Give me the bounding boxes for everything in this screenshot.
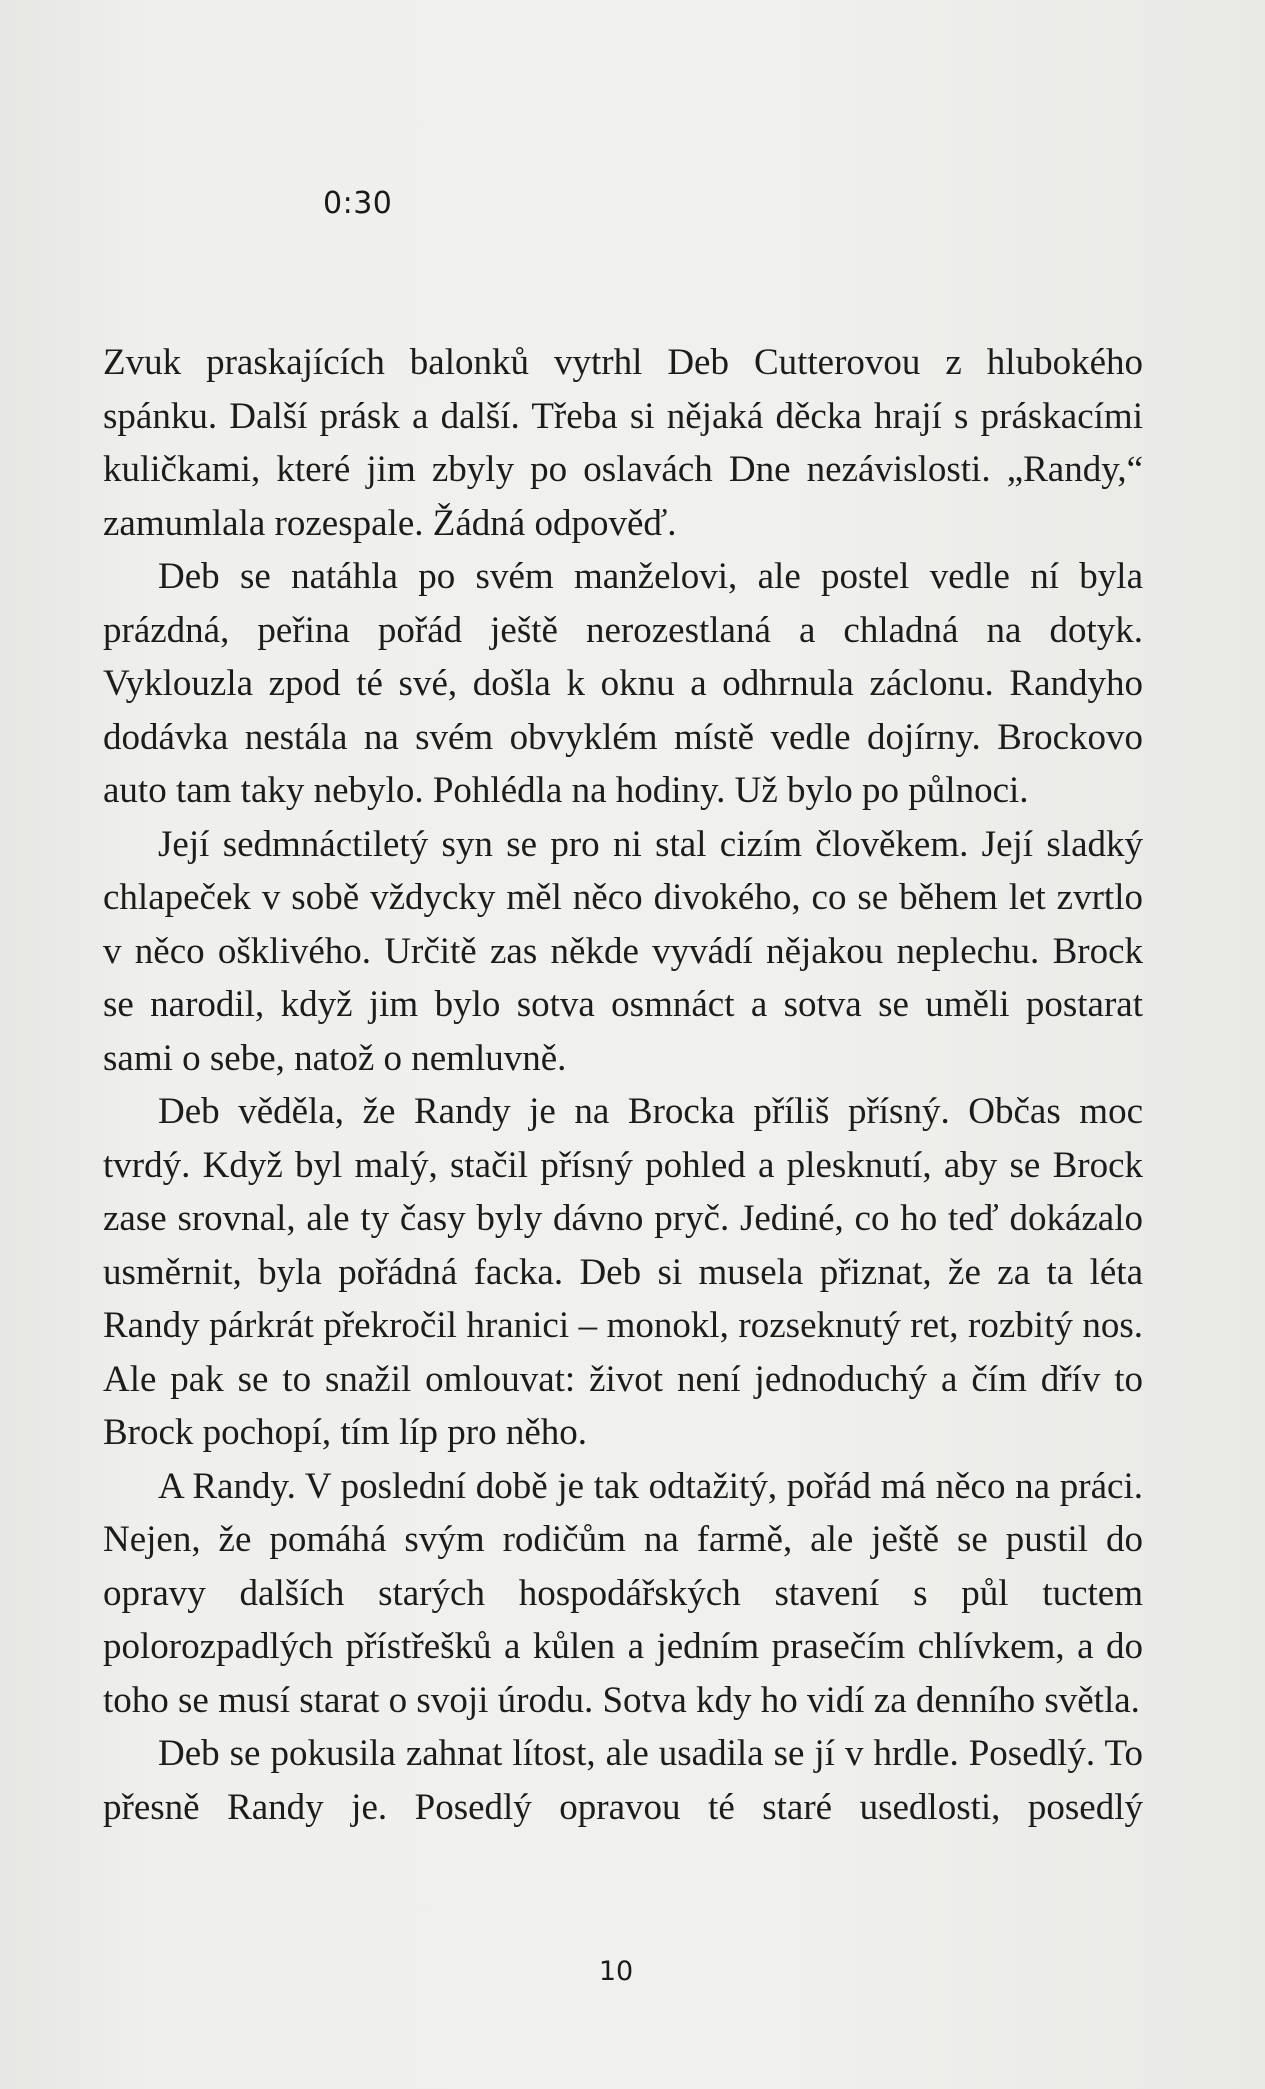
paragraph: Deb se pokusila zahnat lítost, ale usadila se jí v hrdle. Posedlý. To přesně Randy je. Posedlý opravou té staré usedlosti, posedlý [103,1733,1143,1828]
paragraph: A Randy. V poslední době je tak odtažitý, pořád má něco na práci. Nejen, že pomáhá svým rodičům na farmě, ale ještě se pustil do opravy dalších starých hospodářských stavení s půl tuctem polorozpadlých přístřešků a kůlen a jedním prasečím chlívkem, a do toho se musí starat o svoji úrodu. Sotva kdy ho vidí za denního světla. [103,1465,1143,1721]
body-text [103,336,1143,1834]
paragraph: Zvuk praskajících balonků vytrhl Deb Cutterovou z hlubokého spánku. Další prásk a další. Třeba si nějaká děcka hrají s práskacími kuličkami, které jim zbyly po oslavách Dne nezávislosti. „Randy,“ zamumlala rozespale. Žádná odpověď. [103,342,1143,544]
paragraph: Její sedmnáctiletý syn se pro ni stal cizím člověkem. Její sladký chlapeček v sobě vždycky měl něco divokého, co se během let zvrtlo v něco ošklivého. Určitě zas někde vyvádí nějakou neplechu. Brock se narodil, když jim bylo sotva osmnáct a sotva se uměli postarat sami o sebe, natož o nemluvně. [103,823,1143,1079]
chapter-time-heading: 0:30 [323,186,393,221]
paragraph: Deb věděla, že Randy je na Brocka příliš přísný. Občas moc tvrdý. Když byl malý, stačil přísný pohled a plesknutí, aby se Brock zase srovnal, ale ty časy byly dávno pryč. Jediné, co ho teď dokázalo usměrnit, byla pořádná facka. Deb si musela přiznat, že za ta léta Randy párkrát překročil hranici – monokl, rozseknutý ret, rozbitý nos. Ale pak se to snažil omlouvat: život není jednoduchý a čím dřív to Brock pochopí, tím líp pro něho. [103,1091,1143,1453]
paragraph: Deb se natáhla po svém manželovi, ale postel vedle ní byla prázdná, peřina pořád ještě nerozestlaná a chladná na dotyk. Vyklouzla zpod té své, došla k oknu a odhrnula záclonu. Randyho dodávka nestála na svém obvyklém místě vedle dojírny. Brockovo auto tam taky nebylo. Pohlédla na hodiny. Už bylo po půlnoci. [103,556,1143,811]
page-number: 10 [598,1956,634,1987]
